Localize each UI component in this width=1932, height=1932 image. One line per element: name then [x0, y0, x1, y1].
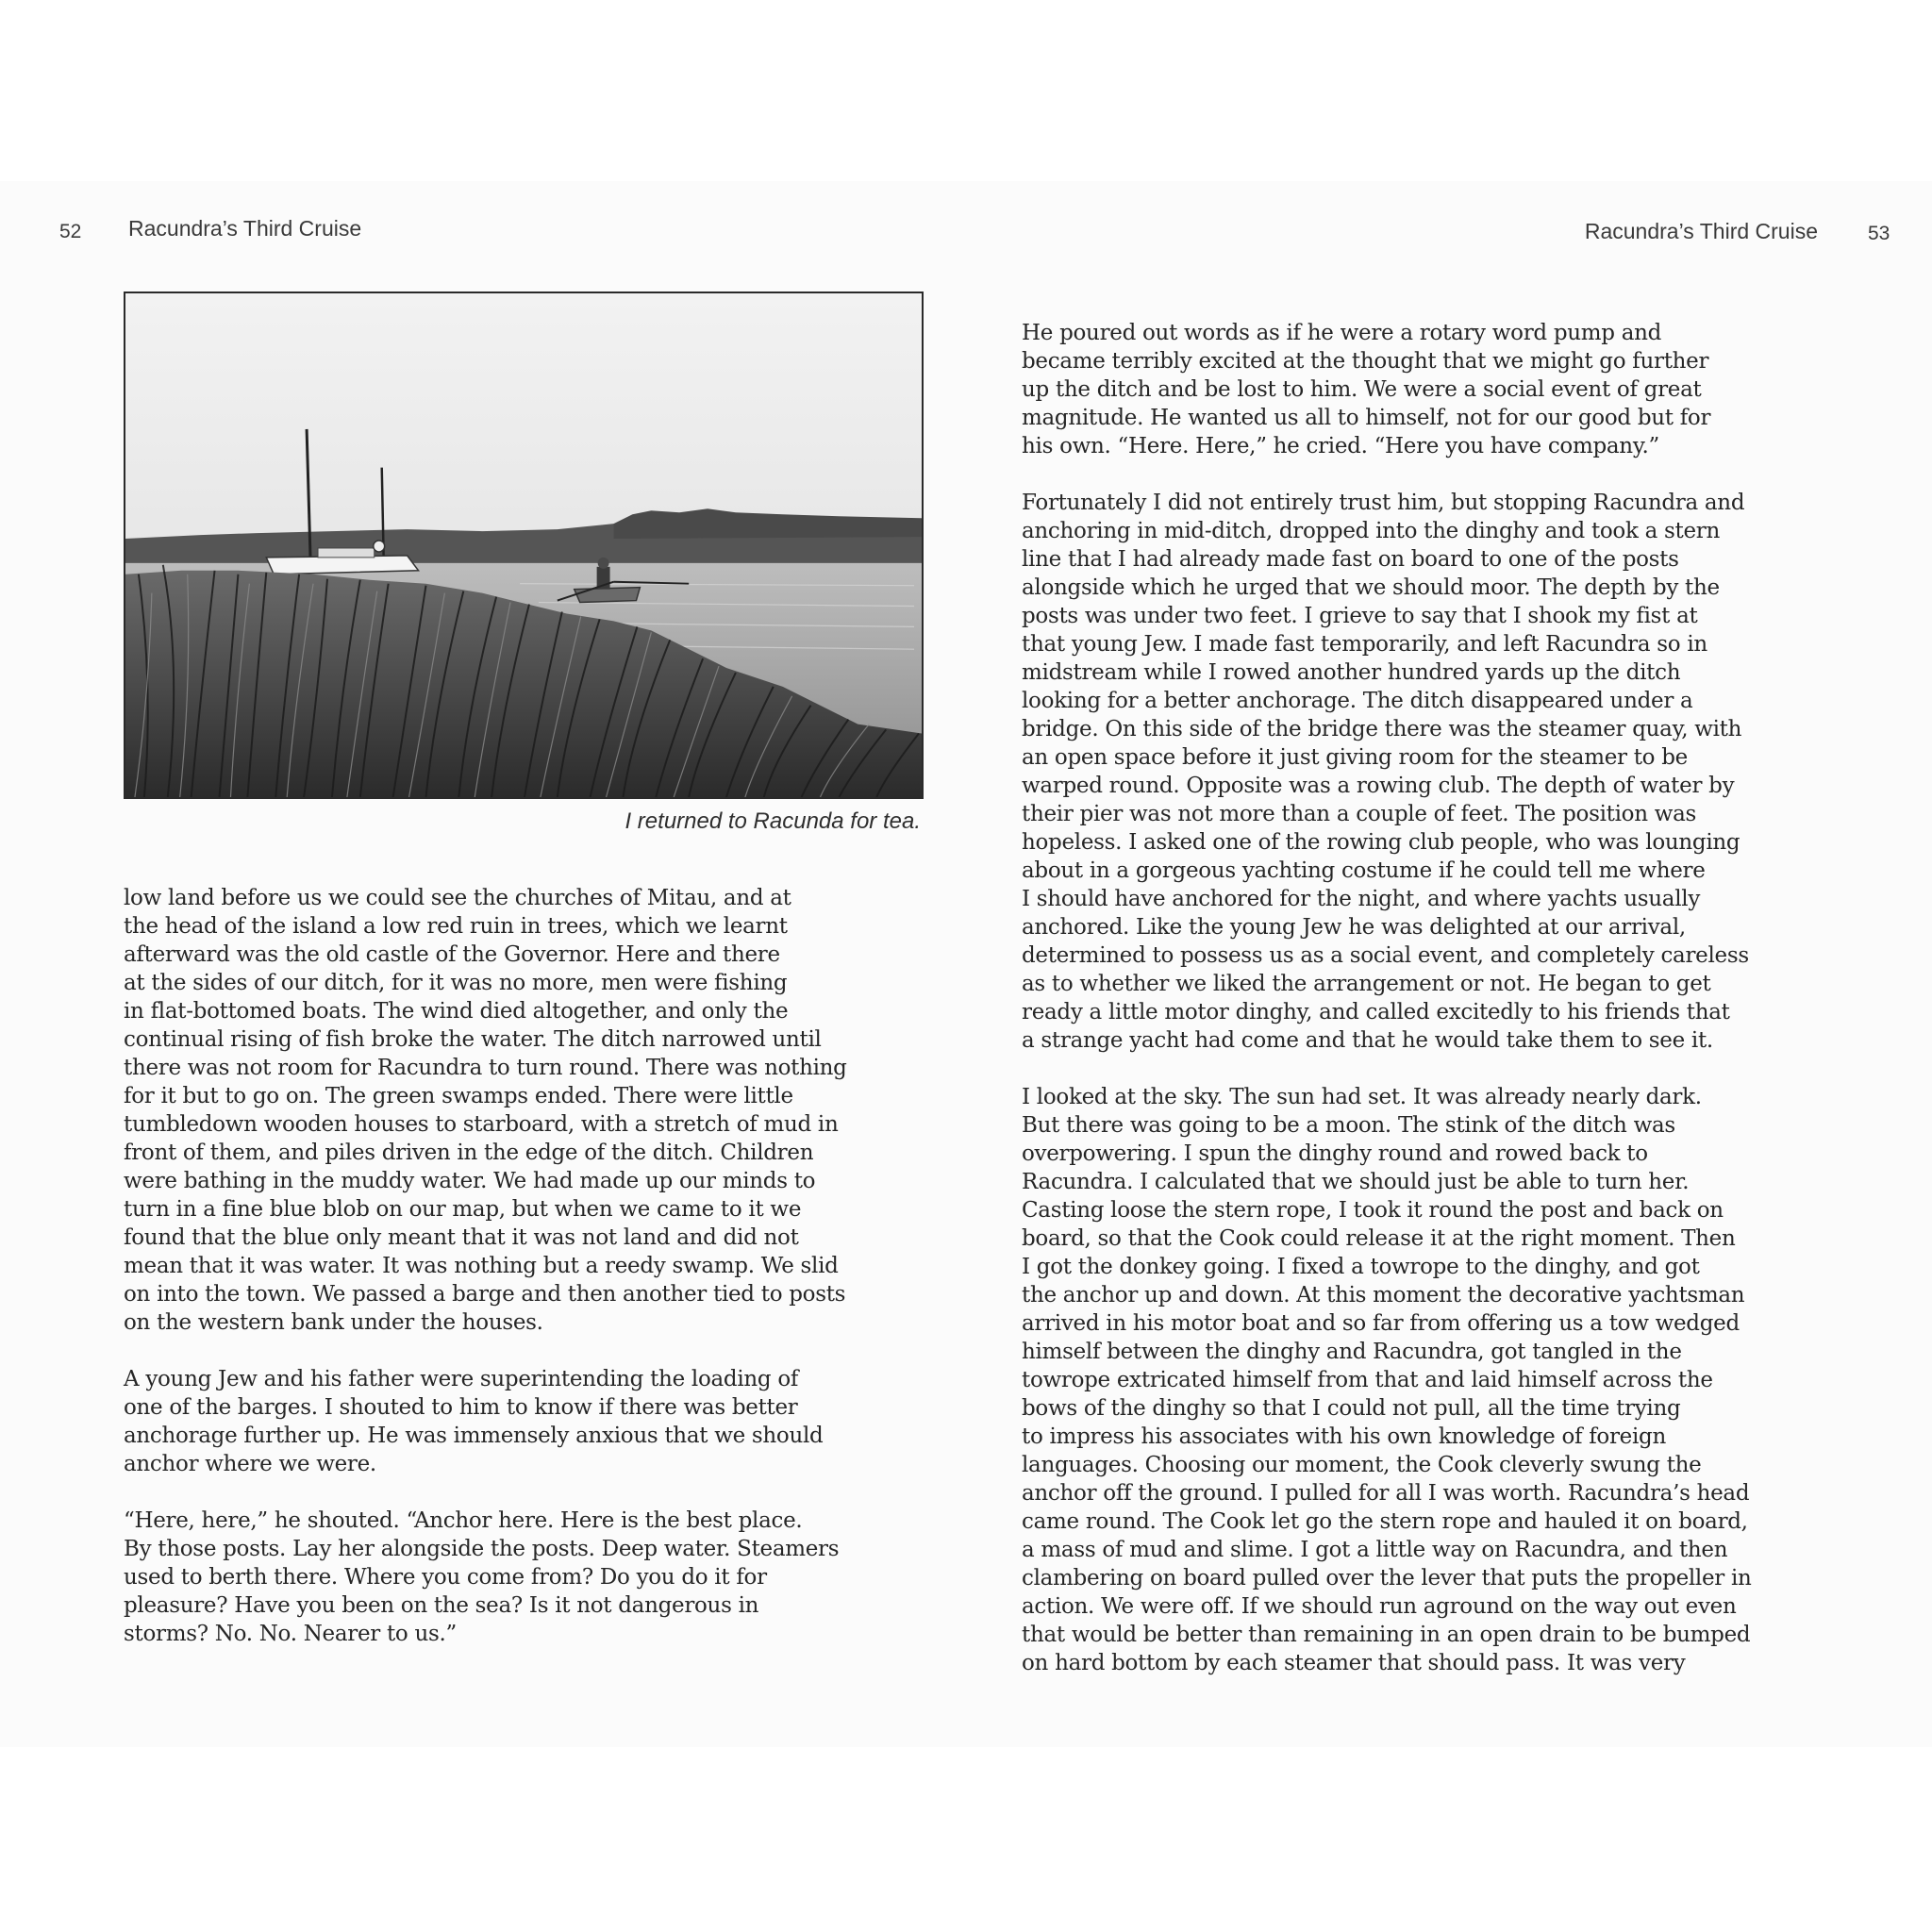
text-line: that young Jew. I made fast temporarily, and left Racundra so in — [1022, 632, 1707, 657]
text-line: anchor where we were. — [124, 1452, 376, 1476]
text-line: himself between the dinghy and Racundra, got tangled in the — [1022, 1340, 1682, 1364]
text-line: became terribly excited at the thought that we might go further — [1022, 349, 1709, 374]
photo-caption: I returned to Racunda for tea. — [625, 808, 921, 834]
text-line: Racundra. I calculated that we should just be able to turn her. — [1022, 1170, 1690, 1194]
text-line: action. We were off. If we should run aground on the way out even — [1022, 1594, 1737, 1619]
text-line: magnitude. He wanted us all to himself, not for our good but for — [1022, 406, 1711, 430]
text-line: afterward was the old castle of the Governor. Here and there — [124, 942, 780, 967]
text-line: tumbledown wooden houses to starboard, with a stretch of mud in — [124, 1112, 839, 1137]
text-line: front of them, and piles driven in the edge of the ditch. Children — [124, 1141, 814, 1165]
text-line: I should have anchored for the night, and where yachts usually — [1022, 887, 1701, 911]
text-line: for it but to go on. The green swamps ended. There were little — [124, 1084, 793, 1108]
text-line: A young Jew and his father were superintending the loading of — [124, 1367, 799, 1391]
text-line: up the ditch and be lost to him. We were a social event of great — [1022, 377, 1702, 402]
text-line: turn in a fine blue blob on our map, but when we came to it we — [124, 1197, 802, 1222]
right-running-head: Racundra’s Third Cruise — [1584, 219, 1818, 243]
text-line: to impress his associates with his own knowledge of foreign — [1022, 1424, 1666, 1449]
text-line: that would be better than remaining in an open drain to be bumped — [1022, 1623, 1751, 1647]
left-running-head: Racundra’s Third Cruise — [128, 216, 362, 241]
text-line: He poured out words as if he were a rotary word pump and — [1022, 321, 1662, 345]
right-page-number: 53 — [1868, 223, 1890, 244]
left-page-body — [124, 884, 847, 1648]
text-line: midstream while I rowed another hundred yards up the ditch — [1022, 660, 1681, 685]
text-line: on hard bottom by each steamer that should pass. It was very — [1022, 1651, 1686, 1675]
text-line: ready a little motor dinghy, and called excitedly to his friends that — [1022, 1000, 1730, 1024]
text-line: were bathing in the muddy water. We had made up our minds to — [124, 1169, 816, 1193]
left-page-number: 52 — [59, 221, 82, 242]
paragraph-gap — [1022, 1055, 1752, 1083]
paragraph-gap — [1022, 460, 1752, 489]
text-line: alongside which he urged that we should moor. The depth by the — [1022, 575, 1720, 600]
text-line: on the western bank under the houses. — [124, 1310, 543, 1335]
text-line: “Here, here,” he shouted. “Anchor here. Here is the best place. — [124, 1508, 803, 1533]
text-line: I looked at the sky. The sun had set. It was already nearly dark. — [1022, 1085, 1702, 1109]
text-line: Fortunately I did not entirely trust him, but stopping Racundra and — [1022, 491, 1745, 515]
text-line: one of the barges. I shouted to him to know if there was better — [124, 1395, 798, 1420]
text-line: about in a gorgeous yachting costume if he could tell me where — [1022, 858, 1706, 883]
text-line: found that the blue only meant that it was not land and did not — [124, 1225, 799, 1250]
text-line: By those posts. Lay her alongside the posts. Deep water. Steamers — [124, 1537, 840, 1561]
text-line: came round. The Cook let go the stern rope and hauled it on board, — [1022, 1509, 1748, 1534]
text-line: a strange yacht had come and that he would take them to see it. — [1022, 1028, 1713, 1053]
text-line: bridge. On this side of the bridge there was the steamer quay, with — [1022, 717, 1742, 741]
text-line: an open space before it just giving room for the steamer to be — [1022, 745, 1688, 770]
text-line: anchor off the ground. I pulled for all I was worth. Racundra’s head — [1022, 1481, 1750, 1506]
text-line: I got the donkey going. I fixed a towrope to the dinghy, and got — [1022, 1255, 1700, 1279]
text-line: anchoring in mid-ditch, dropped into the dinghy and took a stern — [1022, 519, 1721, 543]
text-line: looking for a better anchorage. The ditch disappeared under a — [1022, 689, 1693, 713]
text-line: hopeless. I asked one of the rowing club people, who was lounging — [1022, 830, 1740, 855]
text-line: anchorage further up. He was immensely anxious that we should — [124, 1424, 824, 1448]
text-line: used to berth there. Where you come from? Do you do it for — [124, 1565, 767, 1590]
paragraph-gap — [124, 1337, 847, 1365]
text-line: the anchor up and down. At this moment the decorative yachtsman — [1022, 1283, 1745, 1307]
photograph — [124, 291, 924, 799]
text-line: at the sides of our ditch, for it was no more, men were fishing — [124, 971, 788, 995]
paragraph-gap — [124, 1478, 847, 1507]
text-line: continual rising of fish broke the water. The ditch narrowed until — [124, 1027, 822, 1052]
text-line: towrope extricated himself from that and laid himself across the — [1022, 1368, 1713, 1392]
text-line: board, so that the Cook could release it at the right moment. Then — [1022, 1226, 1736, 1251]
text-line: overpowering. I spun the dinghy round and rowed back to — [1022, 1141, 1648, 1166]
text-line: pleasure? Have you been on the sea? Is it not dangerous in — [124, 1593, 759, 1618]
text-line: as to whether we liked the arrangement or not. He began to get — [1022, 972, 1711, 996]
text-line: on into the town. We passed a barge and then another tied to posts — [124, 1282, 846, 1307]
text-line: low land before us we could see the churches of Mitau, and at — [124, 886, 791, 910]
text-line: posts was under two feet. I grieve to say that I shook my fist at — [1022, 604, 1698, 628]
right-page-body — [1022, 319, 1752, 1677]
text-line: mean that it was water. It was nothing but a reedy swamp. We slid — [124, 1254, 839, 1278]
text-line: their pier was not more than a couple of feet. The position was — [1022, 802, 1697, 826]
text-line: line that I had already made fast on board to one of the posts — [1022, 547, 1679, 572]
text-line: clambering on board pulled over the lever that puts the propeller in — [1022, 1566, 1752, 1591]
text-line: But there was going to be a moon. The stink of the ditch was — [1022, 1113, 1675, 1138]
text-line: anchored. Like the young Jew he was delighted at our arrival, — [1022, 915, 1686, 940]
text-line: the head of the island a low red ruin in trees, which we learnt — [124, 914, 788, 939]
text-line: Casting loose the stern rope, I took it round the post and back on — [1022, 1198, 1724, 1223]
text-line: there was not room for Racundra to turn round. There was nothing — [124, 1056, 847, 1080]
text-line: bows of the dinghy so that I could not pull, all the time trying — [1022, 1396, 1681, 1421]
text-line: his own. “Here. Here,” he cried. “Here you have company.” — [1022, 434, 1659, 458]
text-line: storms? No. No. Nearer to us.” — [124, 1622, 457, 1646]
text-line: determined to possess us as a social event, and completely careless — [1022, 943, 1749, 968]
photo-reeds-and-boats — [125, 293, 922, 797]
text-line: in flat-bottomed boats. The wind died altogether, and only the — [124, 999, 789, 1024]
text-line: a mass of mud and slime. I got a little way on Racundra, and then — [1022, 1538, 1728, 1562]
text-line: arrived in his motor boat and so far from offering us a tow wedged — [1022, 1311, 1740, 1336]
text-line: warped round. Opposite was a rowing club. The depth of water by — [1022, 774, 1735, 798]
text-line: languages. Choosing our moment, the Cook cleverly swung the — [1022, 1453, 1702, 1477]
